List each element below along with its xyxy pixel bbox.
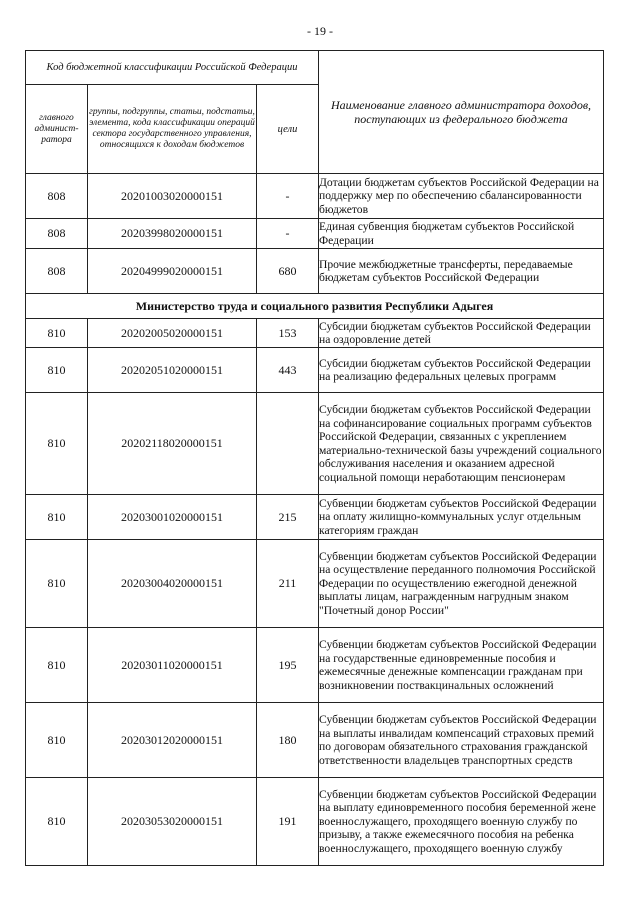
target-cell: 153 [257,319,319,348]
admin-cell: 810 [26,703,88,778]
admin-cell: 810 [26,540,88,628]
target-cell: 195 [257,628,319,703]
admin-cell: 810 [26,778,88,866]
table-row [26,219,604,249]
code-cell: 20203004020000151 [88,540,257,628]
target-cell [257,393,319,495]
name-cell: Субвенции бюджетам субъектов Российской Федерации на оплату жилищно-коммунальных услуг отдельным категориям граждан [319,495,604,540]
admin-cell: 808 [26,174,88,219]
code-cell: 20203998020000151 [88,219,257,249]
target-cell: 680 [257,249,319,294]
table-row [26,540,604,628]
page-number: - 19 - [307,24,333,38]
name-cell: Прочие межбюджетные трансферты, передаваемые бюджетам субъектов Российской Федерации [319,249,604,294]
target-cell: 191 [257,778,319,866]
name-cell: Субвенции бюджетам субъектов Российской Федерации на выплату единовременного пособия беременной жене военнослужащего, проходящего военную службу по призыву, а также ежемесячного пособия на ребенка военнослужащего, проходящего военную службу [319,778,604,866]
table-row [26,703,604,778]
admin-cell: 808 [26,219,88,249]
name-cell: Субвенции бюджетам субъектов Российской Федерации на выплаты инвалидам компенсаций страховых премий по договорам обязательного страхования гражданской ответственности владельцев транспортных средств [319,703,604,778]
code-cell: 20203011020000151 [88,628,257,703]
admin-cell: 810 [26,393,88,495]
target-cell: 215 [257,495,319,540]
code-cell: 20204999020000151 [88,249,257,294]
admin-cell: 808 [26,249,88,294]
table-row [26,249,604,294]
table-row [26,628,604,703]
name-cell: Субсидии бюджетам субъектов Российской Федерации на реализацию федеральных целевых программ [319,348,604,393]
code-cell: 20203012020000151 [88,703,257,778]
table-row [26,393,604,495]
table-row [26,348,604,393]
code-cell: 20203053020000151 [88,778,257,866]
name-cell: Субсидии бюджетам субъектов Российской Федерации на оздоровление детей [319,319,604,348]
code-cell: 20202051020000151 [88,348,257,393]
classification-header: Код бюджетной классификации Российской Федерации [26,51,319,85]
name-cell: Единая субвенция бюджетам субъектов Российской Федерации [319,219,604,249]
target-cell: - [257,174,319,219]
section-title: Министерство труда и социального развития Республики Адыгея [26,294,604,319]
admin-cell: 810 [26,348,88,393]
name-cell: Субвенции бюджетам субъектов Российской Федерации на осуществление переданного полномочия Российской Федерации по осуществлению ежегодной денежной выплаты лицам, награжденным нагрудным знаком "Почетный донор России" [319,540,604,628]
name-cell: Дотации бюджетам субъектов Российской Федерации на поддержку мер по обеспечению сбалансированности бюджетов [319,174,604,219]
target-cell: 180 [257,703,319,778]
admin-cell: 810 [26,628,88,703]
table-row [26,174,604,219]
administrator-name-header: Наименование главного администратора доходов, поступающих из федерального бюджета [319,51,604,174]
target-cell: 443 [257,348,319,393]
admin-cell: 810 [26,495,88,540]
target-cell: - [257,219,319,249]
table-row [26,778,604,866]
target-cell: 211 [257,540,319,628]
code-cell: 20202005020000151 [88,319,257,348]
table-row [26,495,604,540]
admin-column-header: главного админист-ратора [26,85,88,174]
section-row [26,294,604,319]
budget-classification-table [25,50,604,866]
code-cell: 20201003020000151 [88,174,257,219]
table-row [26,319,604,348]
admin-cell: 810 [26,319,88,348]
code-column-header: группы, подгруппы, статьи, подстатьи, элемента, кода классификации операций сектора государственного управления, относящихся к доходам бюджетов [88,85,257,174]
name-cell: Субсидии бюджетам субъектов Российской Федерации на софинансирование социальных программ субъектов Российской Федерации, связанных с укреплением материально-технической базы учреждений социального обслуживания населения и оказанием адресной социальной помощи неработающим пенсионерам [319,393,604,495]
name-cell: Субвенции бюджетам субъектов Российской Федерации на государственные единовременные пособия и ежемесячные денежные компенсации гражданам при возникновении поствакцинальных осложнений [319,628,604,703]
target-column-header: цели [257,85,319,174]
code-cell: 20202118020000151 [88,393,257,495]
code-cell: 20203001020000151 [88,495,257,540]
